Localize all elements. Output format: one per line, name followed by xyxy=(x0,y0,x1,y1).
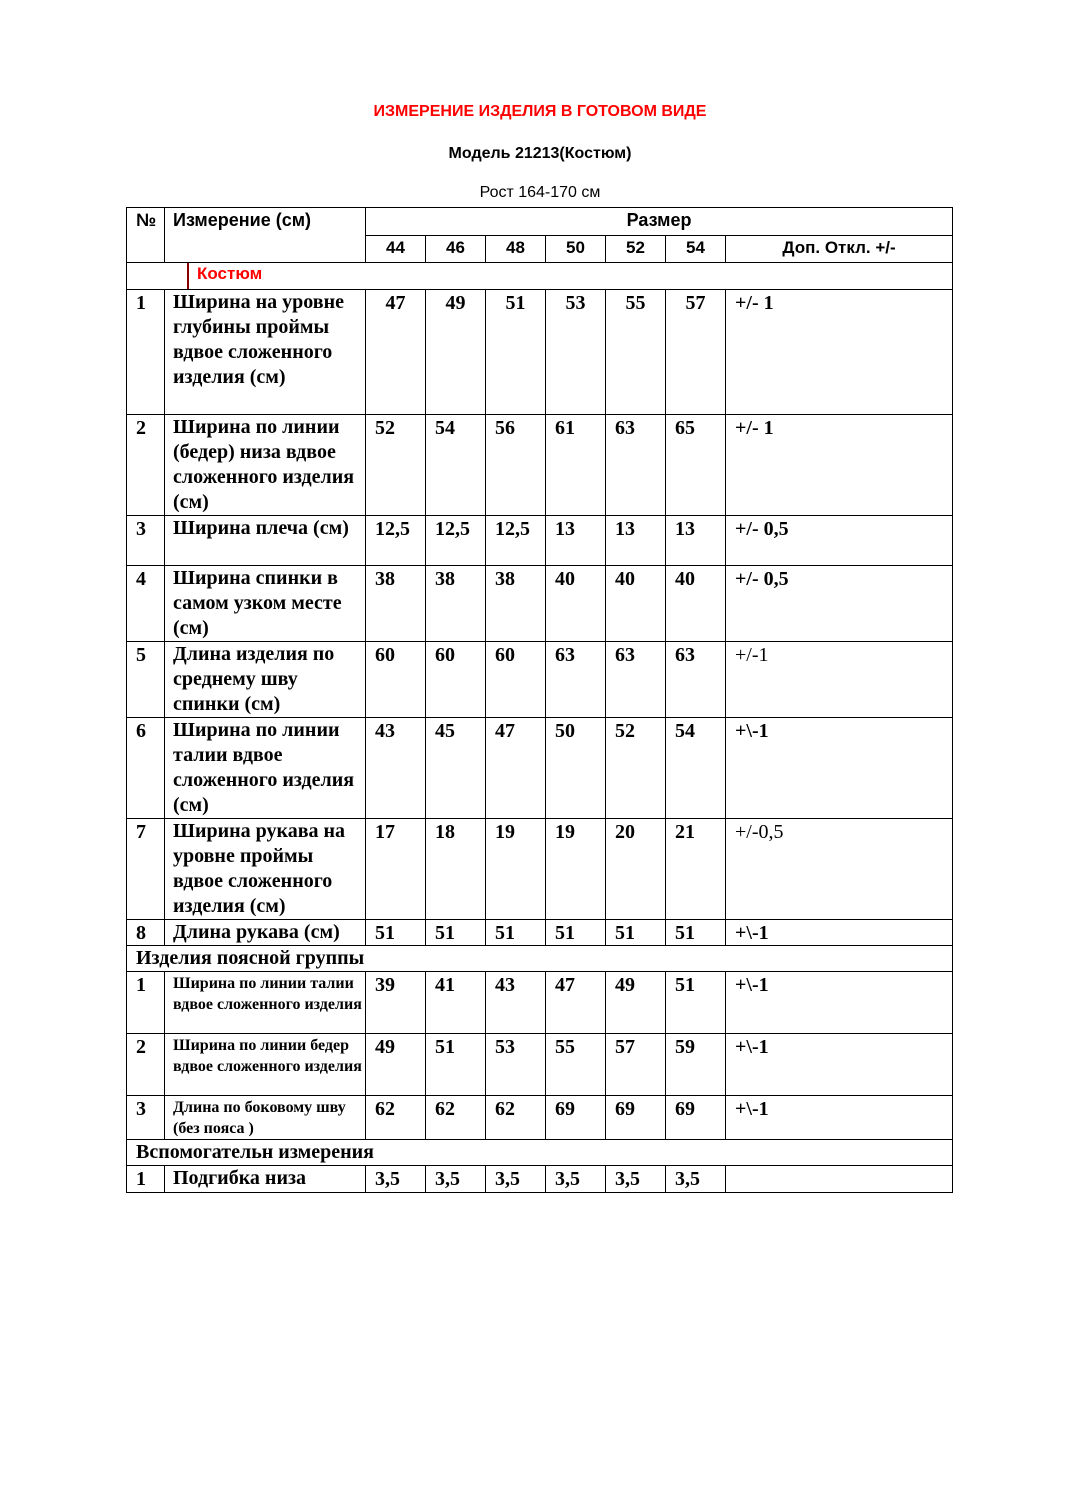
size-value: 43 xyxy=(366,718,426,819)
tolerance-value xyxy=(726,1166,953,1193)
size-value: 51 xyxy=(666,972,726,1034)
size-value: 60 xyxy=(426,642,486,718)
size-value: 43 xyxy=(486,972,546,1034)
row-label: Ширина по линии талии вдвое сложенного изделия xyxy=(165,972,366,1034)
tolerance-value: +\-1 xyxy=(726,1096,953,1140)
size-value: 19 xyxy=(546,819,606,920)
size-value: 53 xyxy=(546,290,606,415)
table-row xyxy=(127,516,953,566)
size-value: 40 xyxy=(546,566,606,642)
size-value: 55 xyxy=(606,290,666,415)
row-number: 1 xyxy=(127,290,165,415)
size-value: 12,5 xyxy=(426,516,486,566)
size-value: 40 xyxy=(666,566,726,642)
table-row xyxy=(127,290,953,415)
tolerance-value: +/-0,5 xyxy=(726,819,953,920)
document-title: ИЗМЕРЕНИЕ ИЗДЕЛИЯ В ГОТОВОМ ВИДЕ xyxy=(373,103,707,120)
row-number: 1 xyxy=(127,972,165,1034)
size-value: 65 xyxy=(666,415,726,516)
section-kostum-row xyxy=(127,263,953,290)
size-value: 57 xyxy=(666,290,726,415)
row-number: 3 xyxy=(127,1096,165,1140)
size-50: 50 xyxy=(546,236,606,263)
row-label: Ширина на уровне глубины проймы вдвое сложенного изделия (см) xyxy=(165,290,366,415)
row-number: 7 xyxy=(127,819,165,920)
row-label: Длина изделия по среднему шву спинки (см) xyxy=(165,642,366,718)
size-value: 52 xyxy=(606,718,666,819)
size-value: 61 xyxy=(546,415,606,516)
row-number: 2 xyxy=(127,1034,165,1096)
size-value: 20 xyxy=(606,819,666,920)
tolerance-value: +\-1 xyxy=(726,972,953,1034)
size-value: 39 xyxy=(366,972,426,1034)
size-46: 46 xyxy=(426,236,486,263)
size-value: 52 xyxy=(366,415,426,516)
size-value: 3,5 xyxy=(606,1166,666,1193)
row-number: 3 xyxy=(127,516,165,566)
table-row xyxy=(127,1034,953,1096)
model-name: Модель 21213(Костюм) xyxy=(448,145,632,162)
row-number: 2 xyxy=(127,415,165,516)
size-value: 38 xyxy=(366,566,426,642)
size-value: 12,5 xyxy=(366,516,426,566)
tolerance-value: +\-1 xyxy=(726,1034,953,1096)
table-row xyxy=(127,920,953,946)
size-value: 63 xyxy=(606,415,666,516)
size-value: 13 xyxy=(666,516,726,566)
size-value: 60 xyxy=(486,642,546,718)
size-value: 54 xyxy=(666,718,726,819)
size-value: 50 xyxy=(546,718,606,819)
tolerance-value: +\-1 xyxy=(726,920,953,946)
size-value: 47 xyxy=(546,972,606,1034)
size-value: 62 xyxy=(426,1096,486,1140)
tolerance-value: +/- 0,5 xyxy=(726,566,953,642)
size-value: 69 xyxy=(606,1096,666,1140)
row-label: Длина рукава (см) xyxy=(165,920,366,946)
section-aux-measurements: Вспомогательн измерения xyxy=(127,1140,953,1166)
size-value: 51 xyxy=(366,920,426,946)
header-measure: Измерение (см) xyxy=(165,208,366,263)
row-number: 5 xyxy=(127,642,165,718)
header-row xyxy=(127,208,953,236)
size-value: 19 xyxy=(486,819,546,920)
size-value: 57 xyxy=(606,1034,666,1096)
section-row xyxy=(127,1140,953,1166)
row-label: Ширина плеча (см) xyxy=(165,516,366,566)
size-value: 41 xyxy=(426,972,486,1034)
table-row xyxy=(127,1096,953,1140)
size-44: 44 xyxy=(366,236,426,263)
table-row xyxy=(127,642,953,718)
size-value: 63 xyxy=(606,642,666,718)
size-value: 59 xyxy=(666,1034,726,1096)
tolerance-value: +/- 0,5 xyxy=(726,516,953,566)
size-value: 49 xyxy=(606,972,666,1034)
size-value: 63 xyxy=(546,642,606,718)
size-52: 52 xyxy=(606,236,666,263)
size-value: 38 xyxy=(486,566,546,642)
size-value: 54 xyxy=(426,415,486,516)
size-value: 51 xyxy=(666,920,726,946)
size-value: 18 xyxy=(426,819,486,920)
size-value: 51 xyxy=(426,920,486,946)
header-size: Размер xyxy=(366,208,953,236)
table-row xyxy=(127,1166,953,1193)
row-number: 8 xyxy=(127,920,165,946)
section-kostum-label: Костюм xyxy=(187,263,952,289)
table-row xyxy=(127,972,953,1034)
size-value: 51 xyxy=(486,290,546,415)
size-value: 13 xyxy=(546,516,606,566)
size-value: 51 xyxy=(606,920,666,946)
size-48: 48 xyxy=(486,236,546,263)
size-value: 47 xyxy=(366,290,426,415)
size-value: 21 xyxy=(666,819,726,920)
size-value: 13 xyxy=(606,516,666,566)
section-row xyxy=(127,946,953,972)
tolerance-value: +/- 1 xyxy=(726,290,953,415)
size-value: 3,5 xyxy=(366,1166,426,1193)
row-label: Ширина по линии талии вдвое сложенного изделия (см) xyxy=(165,718,366,819)
size-value: 62 xyxy=(486,1096,546,1140)
size-value: 3,5 xyxy=(546,1166,606,1193)
size-value: 49 xyxy=(426,290,486,415)
size-value: 51 xyxy=(426,1034,486,1096)
row-label: Ширина по линии бедер вдвое сложенного изделия xyxy=(165,1034,366,1096)
size-value: 12,5 xyxy=(486,516,546,566)
size-value: 3,5 xyxy=(486,1166,546,1193)
table-row xyxy=(127,819,953,920)
row-label: Подгибка низа xyxy=(165,1166,366,1193)
size-value: 45 xyxy=(426,718,486,819)
size-value: 63 xyxy=(666,642,726,718)
size-value: 38 xyxy=(426,566,486,642)
size-value: 40 xyxy=(606,566,666,642)
height-range: Рост 164-170 см xyxy=(479,184,601,201)
measurement-table xyxy=(126,207,953,1193)
section-kostum-cell xyxy=(127,263,953,290)
row-number: 6 xyxy=(127,718,165,819)
size-54: 54 xyxy=(666,236,726,263)
header-no: № xyxy=(127,208,165,263)
size-value: 3,5 xyxy=(426,1166,486,1193)
size-value: 60 xyxy=(366,642,426,718)
size-value: 51 xyxy=(546,920,606,946)
size-value: 49 xyxy=(366,1034,426,1096)
tolerance-value: +/-1 xyxy=(726,642,953,718)
row-label: Ширина по линии (бедер) низа вдвое сложенного изделия (см) xyxy=(165,415,366,516)
row-label: Длина по боковому шву (без пояса ) xyxy=(165,1096,366,1140)
row-number: 4 xyxy=(127,566,165,642)
tolerance-value: +\-1 xyxy=(726,718,953,819)
header-tolerance: Доп. Откл. +/- xyxy=(726,236,953,263)
size-value: 56 xyxy=(486,415,546,516)
tolerance-value: +/- 1 xyxy=(726,415,953,516)
section-waist-group: Изделия поясной группы xyxy=(127,946,953,972)
size-value: 55 xyxy=(546,1034,606,1096)
table-row xyxy=(127,718,953,819)
row-number: 1 xyxy=(127,1166,165,1193)
size-value: 51 xyxy=(486,920,546,946)
size-value: 69 xyxy=(666,1096,726,1140)
size-value: 17 xyxy=(366,819,426,920)
size-value: 62 xyxy=(366,1096,426,1140)
table-row xyxy=(127,415,953,516)
size-value: 3,5 xyxy=(666,1166,726,1193)
size-value: 47 xyxy=(486,718,546,819)
row-label: Ширина спинки в самом узком месте (см) xyxy=(165,566,366,642)
size-value: 69 xyxy=(546,1096,606,1140)
row-label: Ширина рукава на уровне проймы вдвое сложенного изделия (см) xyxy=(165,819,366,920)
table-row xyxy=(127,566,953,642)
size-value: 53 xyxy=(486,1034,546,1096)
